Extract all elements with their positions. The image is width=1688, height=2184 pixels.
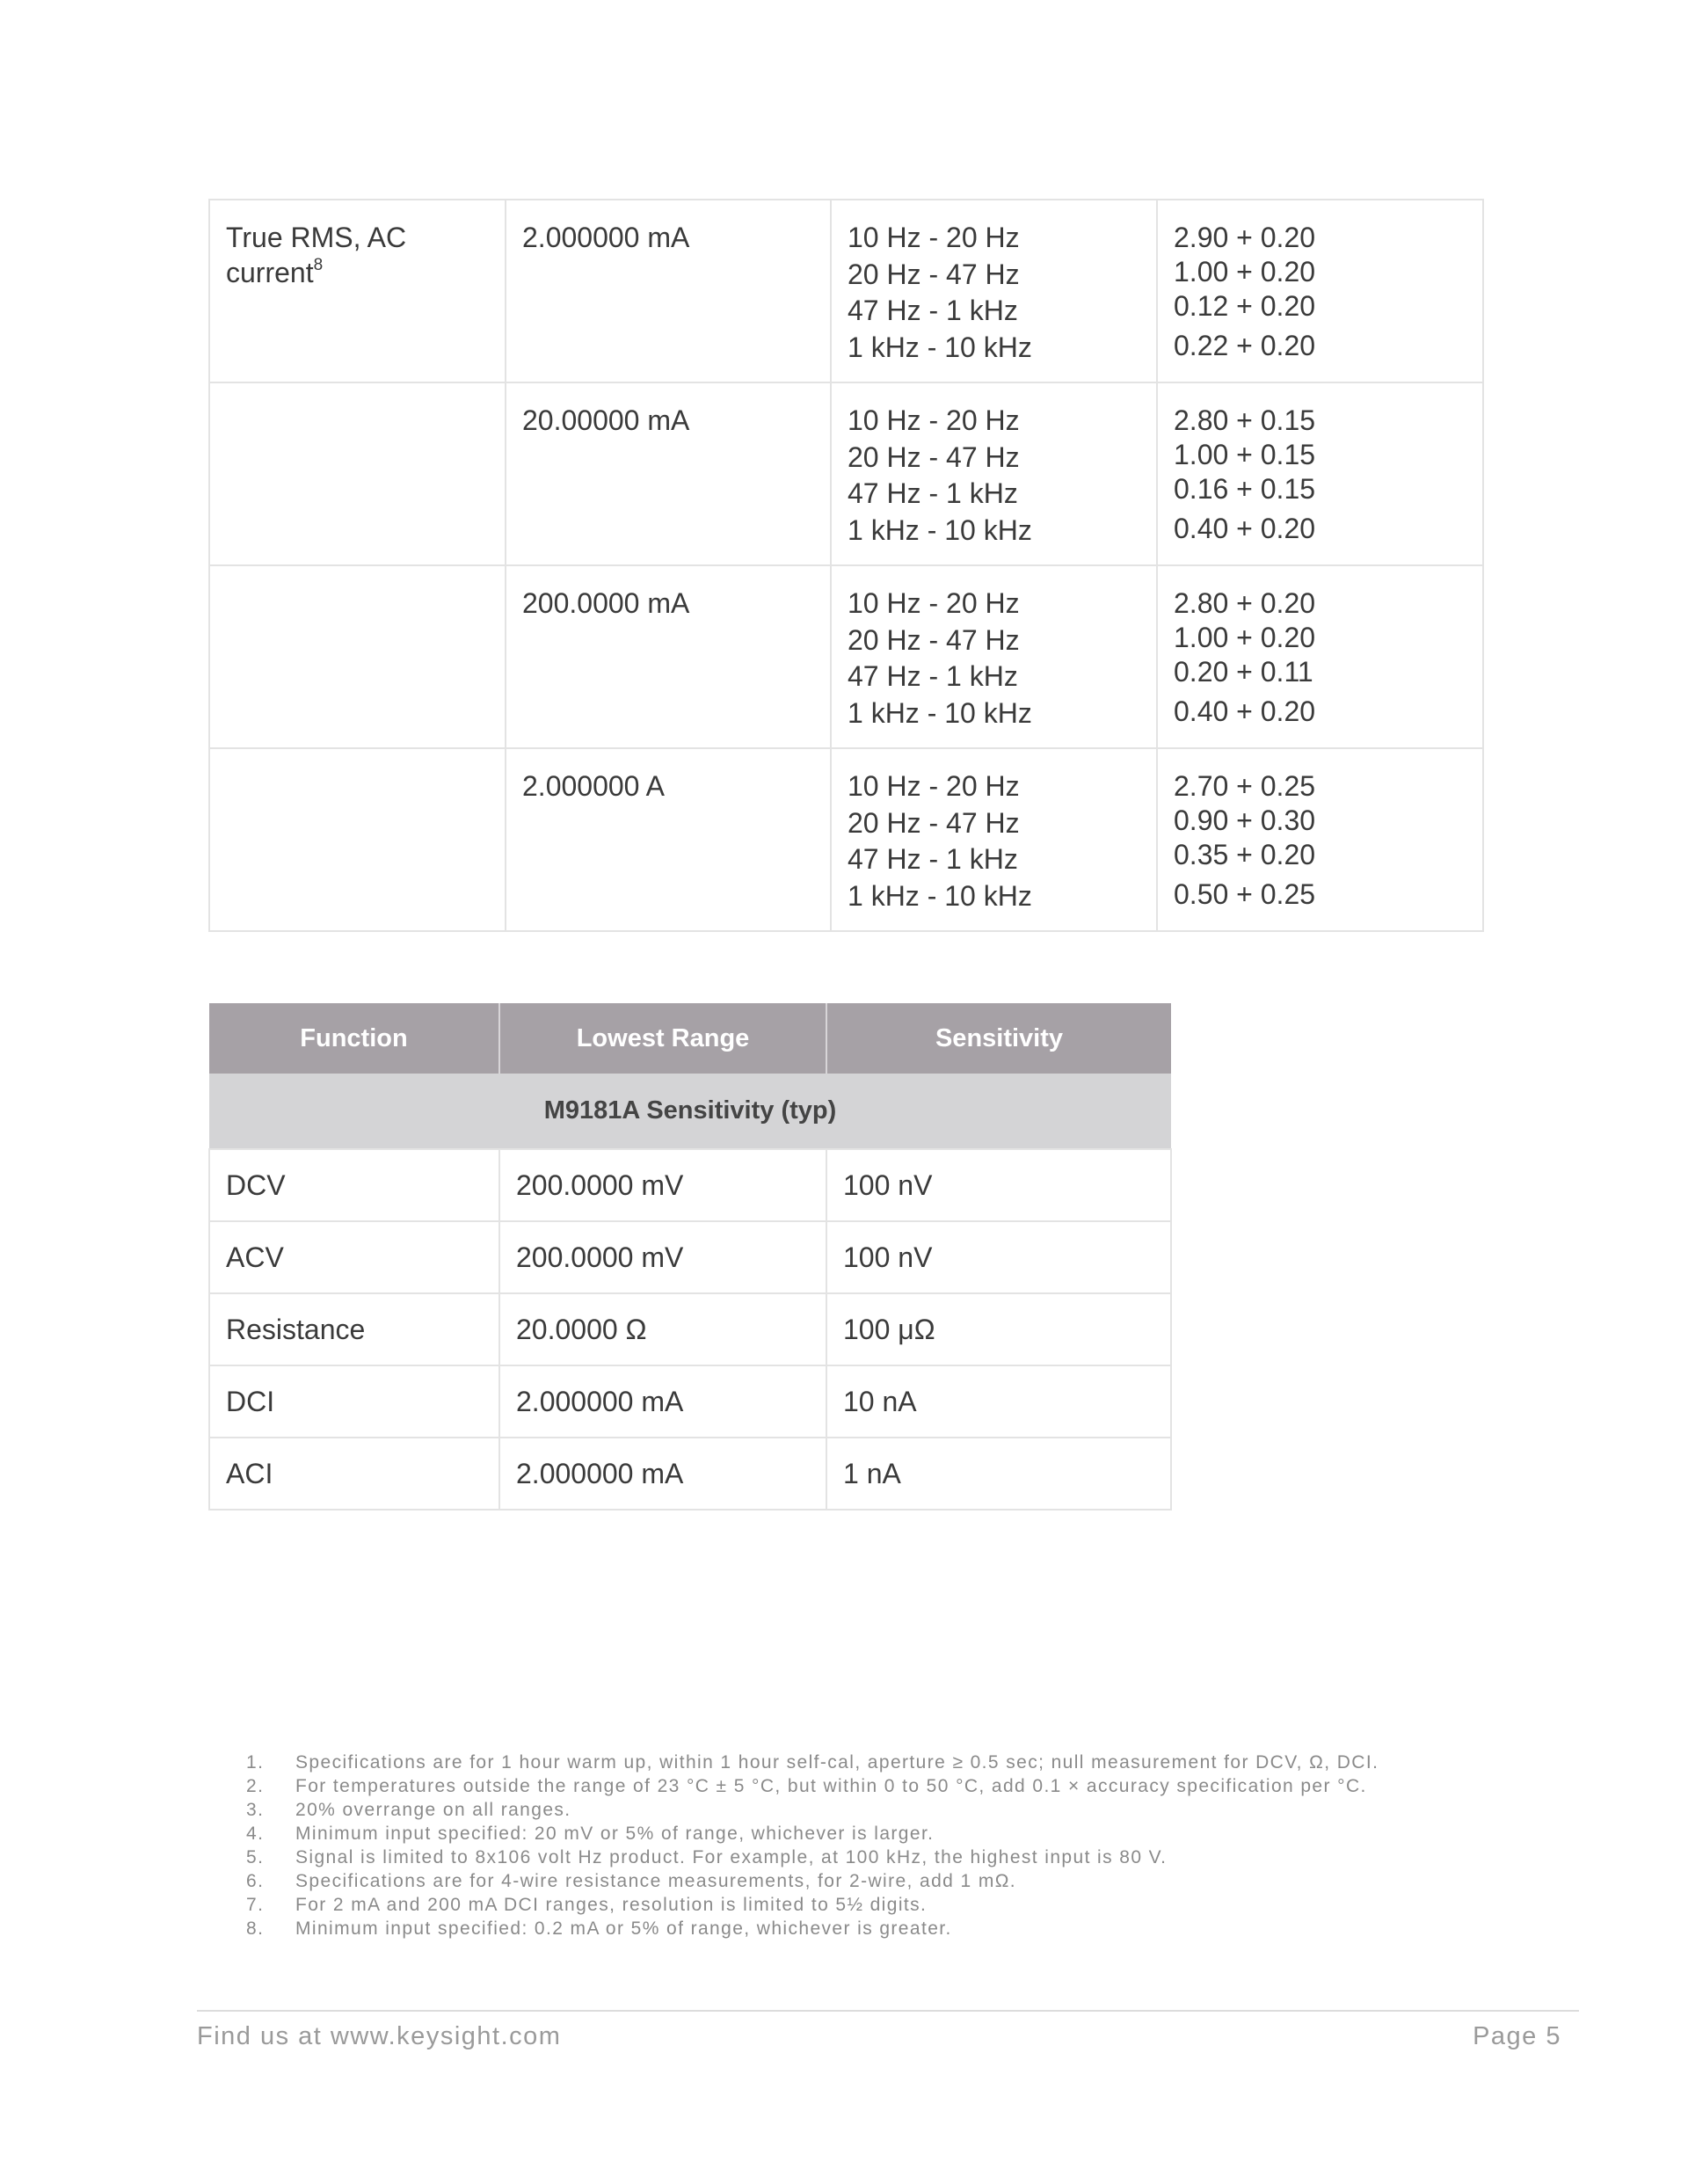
table-row (209, 1438, 1171, 1510)
footnote-number: 2. (246, 1776, 265, 1796)
lowest-range-cell: 2.000000 mA (499, 1365, 826, 1438)
frequency-band: 47 Hz - 1 kHz (848, 477, 1018, 509)
accuracy-value: 1.00 + 0.15 (1174, 439, 1316, 470)
page-number: Page 5 (1473, 2022, 1561, 2050)
frequency-band: 20 Hz - 47 Hz (848, 806, 1020, 839)
sensitivity-cell: 100 nV (826, 1149, 1171, 1221)
range-cell (506, 565, 831, 748)
lowest-range-cell: 200.0000 mV (499, 1149, 826, 1221)
range-value: 2.000000 mA (522, 222, 690, 253)
accuracy-value: 2.80 + 0.20 (1174, 587, 1316, 619)
table-row (209, 200, 1483, 382)
sensitivity-cell: 100 μΩ (826, 1293, 1171, 1365)
accuracy-value: 1.00 + 0.20 (1174, 256, 1316, 288)
table-row (209, 1293, 1171, 1365)
accuracy-value: 0.90 + 0.30 (1174, 804, 1316, 836)
accuracy-cell (1157, 565, 1483, 748)
frequency-band: 47 Hz - 1 kHz (848, 295, 1018, 326)
frequency-band: 10 Hz - 20 Hz (848, 222, 1020, 253)
function-label: True RMS, AC current (226, 222, 407, 288)
accuracy-value: 0.22 + 0.20 (1174, 330, 1316, 361)
accuracy-value: 0.12 + 0.20 (1174, 290, 1316, 322)
footnote-item (246, 1845, 1379, 1869)
table-subheader-row (209, 1074, 1171, 1149)
function-cell (209, 200, 506, 382)
frequency-band: 1 kHz - 10 kHz (848, 696, 1032, 729)
frequency-band: 47 Hz - 1 kHz (848, 660, 1018, 692)
frequency-band: 10 Hz - 20 Hz (848, 587, 1020, 619)
frequency-band: 10 Hz - 20 Hz (848, 770, 1020, 802)
sensitivity-table (208, 1003, 1172, 1511)
table-row (209, 1221, 1171, 1293)
accuracy-value: 2.80 + 0.15 (1174, 404, 1316, 436)
footnote-item (246, 1774, 1379, 1798)
table-row (209, 382, 1483, 565)
footer-divider (197, 2010, 1579, 2012)
range-cell (506, 382, 831, 565)
frequency-band: 20 Hz - 47 Hz (848, 258, 1020, 290)
frequency-cell (831, 565, 1157, 748)
range-cell (506, 200, 831, 382)
frequency-band: 10 Hz - 20 Hz (848, 404, 1020, 436)
footnote-text: Minimum input specified: 0.2 mA or 5% of range, whichever is greater. (295, 1918, 952, 1939)
function-cell: Resistance (209, 1293, 499, 1365)
accuracy-value: 0.40 + 0.20 (1174, 695, 1316, 727)
accuracy-value: 0.20 + 0.11 (1174, 656, 1313, 688)
range-value: 200.0000 mA (522, 587, 690, 619)
footnote-item (246, 1822, 1379, 1845)
frequency-band: 20 Hz - 47 Hz (848, 623, 1020, 656)
accuracy-cell (1157, 748, 1483, 931)
accuracy-value: 2.90 + 0.20 (1174, 222, 1316, 253)
range-cell (506, 748, 831, 931)
table-row (209, 565, 1483, 748)
footnote-text: For temperatures outside the range of 23 °C ± 5 °C, but within 0 to 50 °C, add 0.1 × accuracy specification per °C. (295, 1776, 1367, 1796)
footnote-number: 4. (246, 1824, 265, 1844)
lowest-range-cell: 20.0000 Ω (499, 1293, 826, 1365)
frequency-band: 1 kHz - 10 kHz (848, 513, 1032, 546)
accuracy-value: 0.16 + 0.15 (1174, 473, 1316, 505)
footnote-text: 20% overrange on all ranges. (295, 1800, 571, 1820)
range-value: 2.000000 A (522, 770, 665, 802)
accuracy-value: 2.70 + 0.25 (1174, 770, 1316, 802)
accuracy-cell (1157, 200, 1483, 382)
footnote-number: 8. (246, 1918, 265, 1939)
function-cell (209, 565, 506, 748)
footnote-number: 5. (246, 1847, 265, 1867)
table-subheader: M9181A Sensitivity (typ) (209, 1074, 1171, 1149)
function-cell: ACI (209, 1438, 499, 1510)
column-header-sensitivity: Sensitivity (826, 1003, 1171, 1074)
footnote-item (246, 1869, 1379, 1893)
frequency-band: 20 Hz - 47 Hz (848, 440, 1020, 473)
footnote-ref: 8 (313, 256, 324, 274)
footnote-text: Specifications are for 4-wire resistance measurements, for 2-wire, add 1 mΩ. (295, 1871, 1017, 1891)
footnote-item (246, 1751, 1379, 1774)
frequency-band: 47 Hz - 1 kHz (848, 843, 1018, 875)
column-header-function: Function (209, 1003, 499, 1074)
footnote-item (246, 1893, 1379, 1917)
table-row (209, 1365, 1171, 1438)
column-header-lowest-range: Lowest Range (499, 1003, 826, 1074)
function-cell (209, 748, 506, 931)
footnote-text: For 2 mA and 200 mA DCI ranges, resolution is limited to 5½ digits. (295, 1895, 928, 1915)
table-row (209, 1149, 1171, 1221)
accuracy-value: 0.40 + 0.20 (1174, 513, 1316, 544)
footnote-number: 1. (246, 1752, 265, 1773)
frequency-band: 1 kHz - 10 kHz (848, 879, 1032, 912)
table-row (209, 748, 1483, 931)
footnote-item (246, 1798, 1379, 1822)
footnote-text: Signal is limited to 8x106 volt Hz product. For example, at 100 kHz, the highest input is 80 V. (295, 1847, 1168, 1867)
function-cell: ACV (209, 1221, 499, 1293)
frequency-cell (831, 200, 1157, 382)
accuracy-value: 0.35 + 0.20 (1174, 839, 1316, 870)
range-value: 20.00000 mA (522, 404, 690, 436)
function-cell: DCV (209, 1149, 499, 1221)
footnote-item (246, 1917, 1379, 1940)
function-cell: DCI (209, 1365, 499, 1438)
accuracy-value: 1.00 + 0.20 (1174, 622, 1316, 653)
lowest-range-cell: 2.000000 mA (499, 1438, 826, 1510)
function-cell (209, 382, 506, 565)
frequency-cell (831, 382, 1157, 565)
footnote-number: 3. (246, 1800, 265, 1820)
footnotes-list (246, 1751, 1379, 1940)
sensitivity-cell: 10 nA (826, 1365, 1171, 1438)
footnote-text: Specifications are for 1 hour warm up, within 1 hour self-cal, aperture ≥ 0.5 sec; null measurement for DCV, Ω, DCI. (295, 1752, 1379, 1773)
footnote-number: 6. (246, 1871, 265, 1891)
lowest-range-cell: 200.0000 mV (499, 1221, 826, 1293)
accuracy-cell (1157, 382, 1483, 565)
frequency-band: 1 kHz - 10 kHz (848, 331, 1032, 363)
sensitivity-cell: 100 nV (826, 1221, 1171, 1293)
footnote-number: 7. (246, 1895, 265, 1915)
ac-current-table (208, 199, 1484, 932)
footnote-text: Minimum input specified: 20 mV or 5% of range, whichever is larger. (295, 1824, 935, 1844)
frequency-cell (831, 748, 1157, 931)
sensitivity-cell: 1 nA (826, 1438, 1171, 1510)
table-header-row (209, 1003, 1171, 1074)
footer-website-link[interactable]: Find us at www.keysight.com (197, 2022, 562, 2050)
accuracy-value: 0.50 + 0.25 (1174, 878, 1316, 910)
